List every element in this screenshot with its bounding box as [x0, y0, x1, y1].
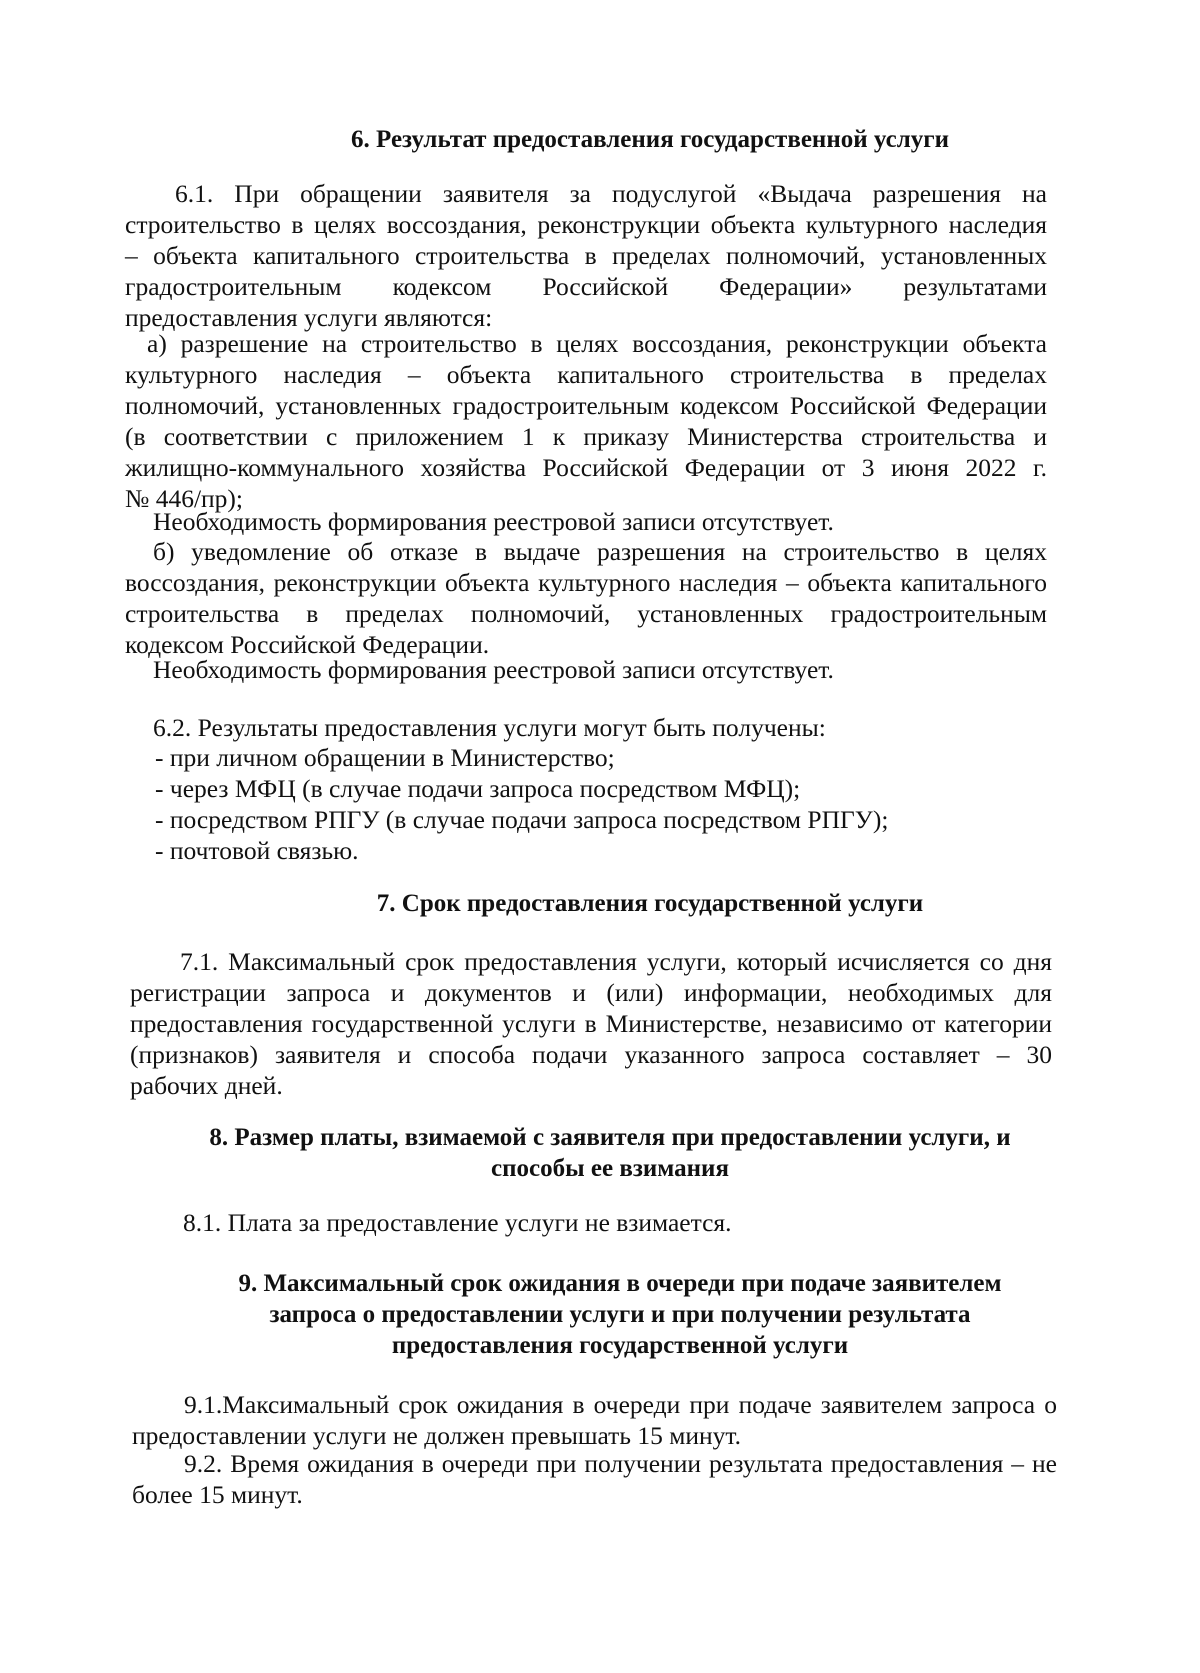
item-a-note: Необходимость формирования реестровой записи отсутствует.: [153, 507, 834, 536]
paragraph-line: 7.1. Максимальный срок предоставления услуги, который исчисляется со дня: [180, 947, 1052, 976]
list-item: - при личном обращении в Министерство;: [155, 743, 615, 772]
heading-line: 8. Размер платы, взимаемой с заявителя при предоставлении услуги, и: [209, 1124, 1011, 1151]
paragraph-6-1: [125, 178, 1047, 333]
paragraph-line: рабочих дней.: [130, 1071, 283, 1100]
section-9-heading: [190, 1268, 1050, 1361]
paragraph-line: регистрации запроса и документов и (или) информации, необходимых для: [130, 978, 1052, 1007]
heading-line: предоставления государственной услуги: [391, 1332, 849, 1359]
paragraph-9-1: [132, 1389, 1057, 1451]
paragraph-line: – объекта капитального строительства в пределах полномочий, установленных: [125, 241, 1047, 270]
paragraph-6-2: 6.2. Результаты предоставления услуги могут быть получены:: [153, 713, 826, 742]
paragraph-line: кодексом Российской Федерации.: [125, 630, 490, 659]
paragraph-line: воссоздания, реконструкции объекта культурного наследия – объекта капитального: [125, 568, 1047, 597]
heading-line: запроса о предоставлении услуги и при получении результата: [269, 1301, 971, 1328]
item-b: [125, 536, 1047, 660]
paragraph-line: № 446/пр);: [125, 484, 244, 513]
paragraph-line: 9.2. Время ожидания в очереди при получении результата предоставления – не: [184, 1449, 1057, 1478]
paragraph-line: более 15 минут.: [132, 1480, 303, 1509]
heading-line: способы ее взимания: [491, 1155, 729, 1182]
paragraph-8-1: 8.1. Плата за предоставление услуги не взимается.: [183, 1208, 732, 1237]
paragraph-line: строительство в целях воссоздания, реконструкции объекта культурного наследия: [125, 210, 1047, 239]
paragraph-line: строительства в пределах полномочий, установленных градостроительным: [125, 599, 1047, 628]
paragraph-line: культурного наследия – объекта капитального строительства в пределах: [125, 360, 1047, 389]
section-8-heading: [180, 1122, 1040, 1184]
section-7-heading: 7. Срок предоставления государственной услуги: [376, 890, 924, 917]
paragraph-line: б) уведомление об отказе в выдаче разрешения на строительство в целях: [153, 537, 1047, 566]
list-item: - через МФЦ (в случае подачи запроса посредством МФЦ);: [155, 774, 801, 803]
section-6-heading: 6. Результат предоставления государственной услуги: [351, 126, 949, 153]
paragraph-line: (в соответствии с приложением 1 к приказу Министерства строительства и: [125, 422, 1047, 451]
paragraph-9-2: [132, 1448, 1057, 1510]
paragraph-line: 9.1.Максимальный срок ожидания в очереди при подаче заявителем запроса о: [184, 1390, 1057, 1419]
paragraph-line: 6.1. При обращении заявителя за подуслугой «Выдача разрешения на: [175, 179, 1047, 208]
paragraph-line: жилищно-коммунального хозяйства Российской Федерации от 3 июня 2022 г.: [125, 453, 1047, 482]
paragraph-line: (признаков) заявителя и способа подачи указанного запроса составляет – 30: [130, 1040, 1052, 1069]
paragraph-line: полномочий, установленных градостроительным кодексом Российской Федерации: [125, 391, 1047, 420]
list-item: - почтовой связью.: [155, 836, 359, 865]
heading-line: 9. Максимальный срок ожидания в очереди при подаче заявителем: [238, 1270, 1002, 1297]
paragraph-line: предоставления услуги являются:: [125, 303, 493, 332]
paragraph-line: предоставления государственной услуги в Министерстве, независимо от категории: [130, 1009, 1052, 1038]
paragraph-line: предоставлении услуги не должен превышать 15 минут.: [132, 1421, 741, 1450]
paragraph-line: градостроительным кодексом Российской Федерации» результатами: [125, 272, 1047, 301]
delivery-methods-list: [155, 742, 1055, 866]
paragraph-line: а) разрешение на строительство в целях воссоздания, реконструкции объекта: [147, 329, 1047, 358]
paragraph-7-1: [130, 946, 1052, 1101]
item-a: [125, 328, 1047, 514]
list-item: - посредством РПГУ (в случае подачи запроса посредством РПГУ);: [155, 805, 889, 834]
item-b-note: Необходимость формирования реестровой записи отсутствует.: [153, 655, 834, 684]
